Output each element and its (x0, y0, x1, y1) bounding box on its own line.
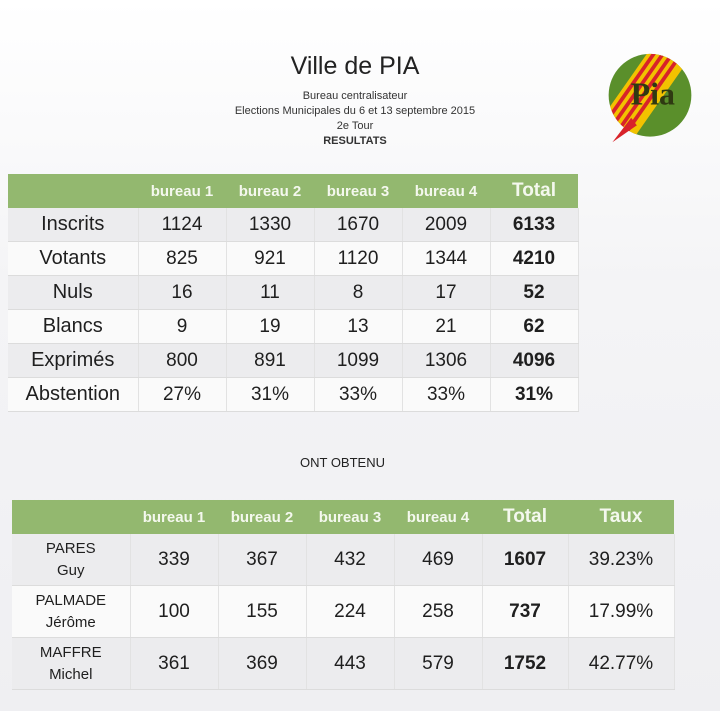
cell-total: 31% (490, 378, 578, 412)
cell-value: 258 (394, 586, 482, 638)
cell-value: 27% (138, 378, 226, 412)
cell-total: 1607 (482, 534, 568, 586)
pia-logo (603, 52, 697, 146)
cell-value: 2009 (402, 208, 490, 242)
candidate-first-name: Michel (49, 665, 93, 683)
candidates-header-row (12, 500, 674, 534)
cell-value: 891 (226, 344, 314, 378)
candidates-header-blank (12, 500, 130, 534)
results-header-bureau-4: bureau 4 (402, 174, 490, 208)
page-title: Ville de PIA (290, 52, 420, 80)
cell-value: 100 (130, 586, 218, 638)
results-header-bureau-2: bureau 2 (226, 174, 314, 208)
cell-value: 1330 (226, 208, 314, 242)
cell-value: 1120 (314, 242, 402, 276)
candidate-last-name: MAFFRE (39, 643, 102, 661)
row-label: Inscrits (8, 208, 138, 242)
table-row (8, 242, 578, 276)
logo-text: Pia (630, 76, 676, 112)
row-label: Abstention (8, 378, 138, 412)
row-label: Votants (8, 242, 138, 276)
subtitle-round: 2e Tour (336, 120, 374, 132)
results-header-bureau-1: bureau 1 (138, 174, 226, 208)
cell-taux: 39.23% (568, 534, 674, 586)
cell-value: 432 (306, 534, 394, 586)
cell-value: 11 (226, 276, 314, 310)
cell-value: 579 (394, 638, 482, 690)
candidates-header-bureau-1: bureau 1 (130, 500, 218, 534)
candidate-first-name: Jérôme (45, 613, 96, 631)
table-row (8, 378, 578, 412)
subtitle-elections: Elections Municipales du 6 et 13 septembre 2015 (234, 105, 476, 117)
ont-obtenu-heading: ONT OBTENU (300, 455, 385, 470)
candidate-first-name: Guy (56, 561, 85, 579)
cell-total: 737 (482, 586, 568, 638)
cell-total: 6133 (490, 208, 578, 242)
cell-taux: 42.77% (568, 638, 674, 690)
row-label: Blancs (8, 310, 138, 344)
results-table (8, 174, 579, 412)
cell-total: 62 (490, 310, 578, 344)
results-header-blank (8, 174, 138, 208)
cell-value: 33% (402, 378, 490, 412)
cell-value: 1124 (138, 208, 226, 242)
candidate-name (12, 586, 130, 638)
candidates-header-bureau-3: bureau 3 (306, 500, 394, 534)
cell-value: 224 (306, 586, 394, 638)
cell-value: 16 (138, 276, 226, 310)
cell-value: 155 (218, 586, 306, 638)
cell-value: 1670 (314, 208, 402, 242)
cell-total: 1752 (482, 638, 568, 690)
candidates-header-total: Total (482, 500, 568, 534)
cell-value: 361 (130, 638, 218, 690)
results-header-bureau-3: bureau 3 (314, 174, 402, 208)
results-header-total: Total (490, 174, 578, 208)
subtitle-results: RESULTATS (323, 135, 387, 147)
row-label: Nuls (8, 276, 138, 310)
cell-total: 4096 (490, 344, 578, 378)
cell-total: 4210 (490, 242, 578, 276)
table-row (8, 310, 578, 344)
cell-value: 21 (402, 310, 490, 344)
cell-value: 443 (306, 638, 394, 690)
candidate-name (12, 638, 130, 690)
cell-value: 339 (130, 534, 218, 586)
cell-value: 825 (138, 242, 226, 276)
cell-value: 800 (138, 344, 226, 378)
table-row (8, 344, 578, 378)
candidates-header-bureau-4: bureau 4 (394, 500, 482, 534)
cell-value: 469 (394, 534, 482, 586)
cell-value: 33% (314, 378, 402, 412)
candidate-last-name: PALMADE (35, 591, 107, 609)
candidate-last-name: PARES (45, 539, 96, 557)
candidates-table (12, 500, 675, 690)
cell-value: 1306 (402, 344, 490, 378)
document-header (170, 52, 540, 149)
subtitle-bureau: Bureau centralisateur (302, 90, 408, 102)
candidates-header-bureau-2: bureau 2 (218, 500, 306, 534)
cell-value: 1344 (402, 242, 490, 276)
cell-taux: 17.99% (568, 586, 674, 638)
cell-value: 1099 (314, 344, 402, 378)
row-label: Exprimés (8, 344, 138, 378)
cell-value: 367 (218, 534, 306, 586)
cell-value: 369 (218, 638, 306, 690)
cell-value: 19 (226, 310, 314, 344)
table-row (8, 276, 578, 310)
cell-value: 9 (138, 310, 226, 344)
results-header-row (8, 174, 578, 208)
candidates-header-taux: Taux (568, 500, 674, 534)
cell-value: 8 (314, 276, 402, 310)
table-row (12, 586, 674, 638)
table-row (12, 638, 674, 690)
cell-total: 52 (490, 276, 578, 310)
cell-value: 13 (314, 310, 402, 344)
cell-value: 921 (226, 242, 314, 276)
cell-value: 17 (402, 276, 490, 310)
candidate-name (12, 534, 130, 586)
cell-value: 31% (226, 378, 314, 412)
table-row (12, 534, 674, 586)
table-row (8, 208, 578, 242)
